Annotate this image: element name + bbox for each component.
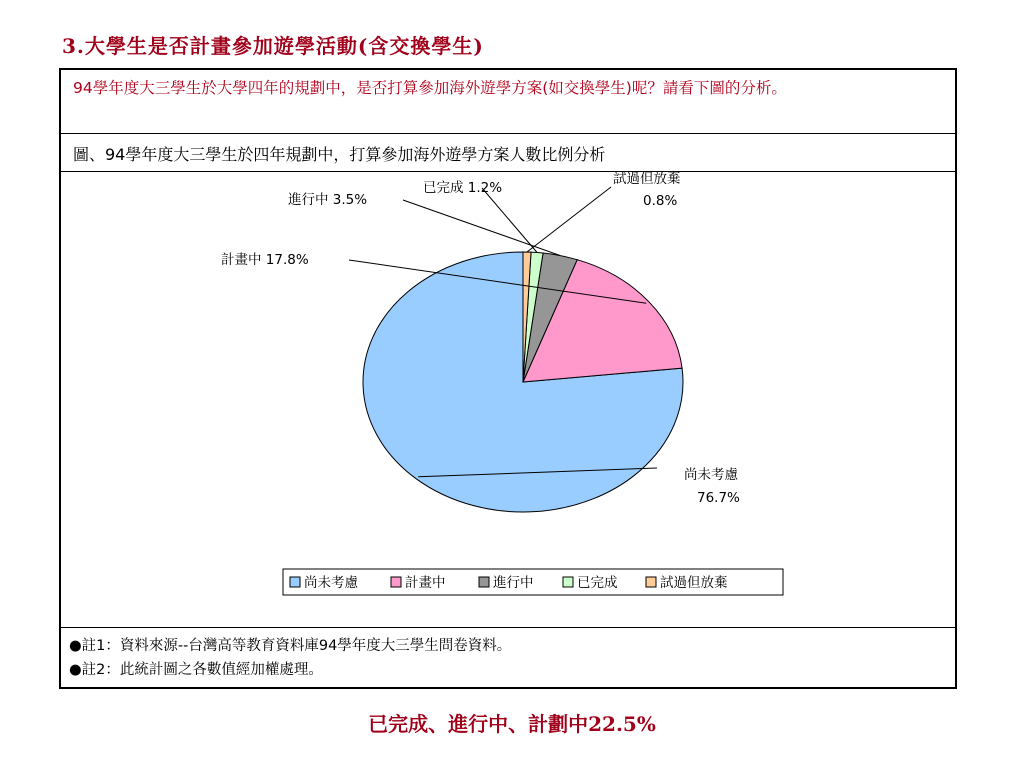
content-panel [59,68,957,689]
legend-label: 進行中 [493,575,534,591]
data-label-name: 試過但放棄 [613,172,681,187]
intro-question: 94學年度大三學生於大學四年的規劃中，是否打算參加海外遊學方案(如交換學生)呢？請看下圖的分析。 [73,79,787,97]
note-1: ●註1：資料來源--台灣高等教育資料庫94學年度大三學生問卷資料。 [69,638,512,654]
slide-title: 3.大學生是否計畫參加遊學活動(含交換學生) [62,34,484,58]
leader-line [482,188,537,253]
legend-label: 尚未考慮 [304,575,358,591]
pie-chart [61,172,955,627]
legend-swatch [563,577,573,587]
legend-swatch [479,577,489,587]
data-label: 進行中 3.5% [288,192,368,208]
legend-swatch [290,577,300,587]
legend-label: 計畫中 [405,575,446,591]
legend-swatch [646,577,656,587]
legend-label: 已完成 [577,575,618,591]
data-label: 計畫中 17.8% [221,252,309,268]
note-2: ●註2：此統計圖之各數值經加權處理。 [69,662,323,678]
chart-area [61,172,955,628]
intro-row [61,70,955,134]
leader-line [527,187,611,252]
data-label: 已完成 1.2% [423,180,503,196]
legend-label: 試過但放棄 [660,575,728,591]
data-label-value: 76.7% [697,490,740,506]
legend-swatch [391,577,401,587]
chart-caption: 圖、94學年度大三學生於四年規劃中，打算參加海外遊學方案人數比例分析 [61,134,955,172]
conclusion-text: 已完成、進行中、計劃中22.5% [368,712,656,736]
data-label-value: 0.8% [643,193,678,209]
notes [61,628,955,689]
data-label-name: 尚未考慮 [684,467,738,483]
leader-line [403,200,560,256]
